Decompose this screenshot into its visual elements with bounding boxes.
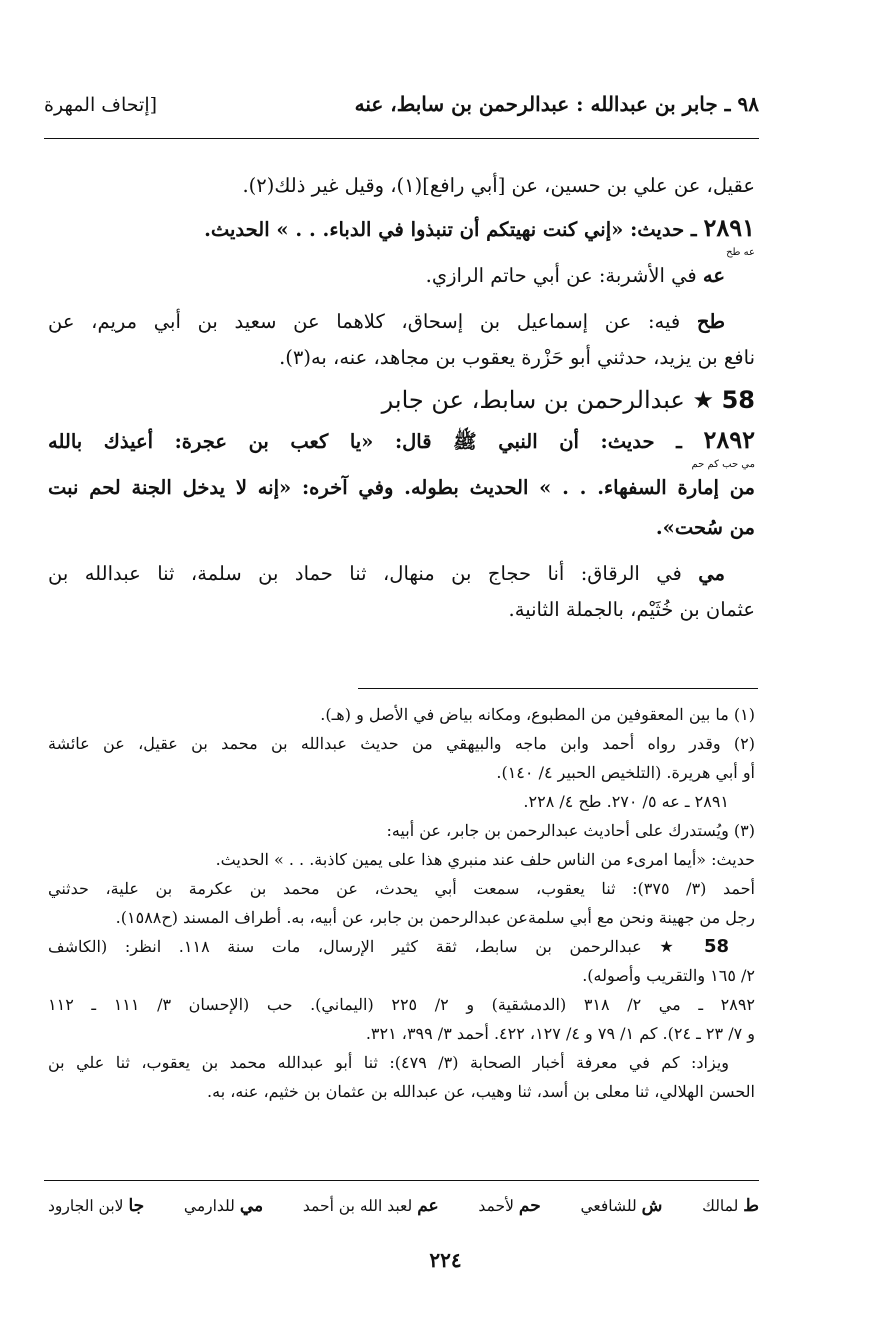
star-icon: ★ [692, 386, 714, 414]
hadith-2891 [48, 210, 755, 248]
abbr-item: ش للشافعي [580, 1196, 663, 1216]
text-line: عقيل، عن علي بن حسين، عن [أبي رافع](١)، وقيل غير ذلك(٢). [242, 174, 755, 197]
source-ah [48, 258, 755, 294]
source-mi [48, 556, 755, 592]
hadith-2892 [48, 422, 755, 460]
main-text [48, 168, 755, 628]
abbreviation-key [48, 1196, 759, 1216]
footnote-2892: ٢٨٩٢ ـ مي ٢/ ٣١٨ (الدمشقية) و ٢/ ٢٢٥ (اليماني). حب (الإحسان ٣/ ١١١ ـ ١١٢ [48, 995, 755, 1014]
source-label: مي [698, 562, 725, 585]
text-line: من سُحت». [655, 516, 755, 539]
text-line: من إمارة السفهاء. . . » الحديث بطوله. وفي آخره: «إنه لا يدخل الجنة لحم نبت [48, 476, 755, 499]
footnote-addition-cont: الحسن الهلالي، ثنا معلى بن أسد، ثنا وهيب، عن عبدالله بن عثمان بن خثيم، عنه، به. [207, 1082, 755, 1101]
section-heading [48, 378, 755, 422]
text-line: عثمان بن خُثَيْم، بالجملة الثانية. [508, 598, 755, 621]
abbr-item: مي للدارمي [183, 1196, 264, 1216]
source-th [48, 304, 755, 340]
footnotes [48, 700, 755, 1106]
source-text: في الرقاق: أنا حجاج بن منهال، ثنا حماد بن سلمة، ثنا عبدالله بن [48, 562, 699, 585]
footnote-3-cont: رجل من جهينة ونحن مع أبي سلمةعن عبدالرحمن بن جابر، عن أبيه، به. أطراف المسند (ح١٥٨٨). [115, 908, 755, 927]
footnote-58 [48, 932, 755, 961]
page-number: ٢٢٤ [429, 1248, 462, 1272]
footnote-1: (١) ما بين المعقوفين من المطبوع، ومكانه بياض في الأصل و (هـ). [320, 705, 755, 724]
hadith-number: ٢٨٩٢ [703, 425, 755, 454]
footnote-3-isnad: أحمد (٣/ ٣٧٥): ثنا يعقوب، سمعت أبي يحدث، عن محمد بن عكرمة بن علية، حدثني [48, 879, 755, 898]
abbr-item: حم لأحمد [478, 1196, 541, 1216]
hadith-text: ـ حديث: «إني كنت نهيتكم أن تنبذوا في الدباء. . . » الحديث. [204, 218, 704, 241]
hadith-text: ـ حديث: أن النبي ﷺ قال: «يا كعب بن عجرة: أعيذك بالله [48, 430, 704, 453]
running-header [44, 92, 759, 116]
footnote-addition: ويزاد: كم في معرفة أخبار الصحابة (٣/ ٤٧٩): ثنا أبو عبدالله محمد بن يعقوب، ثنا علي بن [48, 1053, 730, 1072]
abbreviation-rule [44, 1180, 759, 1181]
abbr-item: جا لابن الجارود [48, 1196, 145, 1216]
hadith-sigla: عه طح [726, 247, 755, 258]
book-title: [إتحاف المهرة [44, 94, 158, 116]
abbr-item: عم لعبد الله بن أحمد [302, 1196, 439, 1216]
text-line: نافع بن يزيد، حدثني أبو حَزْرة يعقوب بن مجاهد، عنه، به(٣). [279, 346, 755, 369]
header-rule [44, 138, 759, 139]
star-icon: ★ [659, 937, 687, 956]
abbr-item: ط لمالك [702, 1196, 759, 1216]
footnote-3: (٣) ويُستدرك على أحاديث عبدالرحمن بن جابر، عن أبيه: [386, 821, 755, 840]
source-label: طح [696, 310, 725, 333]
footnote-2: (٢) وقدر رواه أحمد وابن ماجه والبيهقي من حديث عبدالله بن محمد بن عقيل، عن عائشة [48, 734, 755, 753]
footnote-2891: ٢٨٩١ ـ عه ٥/ ٢٧٠. طح ٤/ ٢٢٨. [523, 792, 729, 811]
footnote-2892-cont: و ٧/ ٢٣ ـ ٢٤). كم ١/ ٧٩ و ٤/ ١٢٧، ٤٢٢. أحمد ٣/ ٣٩٩، ٣٢١. [365, 1024, 755, 1043]
section-number: 58 [721, 386, 755, 414]
footnote-58-number: 58 [703, 936, 729, 957]
hadith-sigla: مي حب كم حم [691, 459, 755, 470]
footnote-3-hadith: حديث: «أيما امرىء من الناس حلف عند منبري هذا على يمين كاذبة. . . » الحديث. [215, 850, 755, 869]
footnote-separator [358, 688, 758, 689]
footnote-58-cont: ٢/ ١٦٥ والتقريب وأصوله). [582, 966, 755, 985]
source-text: في الأشربة: عن أبي حاتم الرازي. [425, 264, 703, 287]
hadith-number: ٢٨٩١ [703, 213, 755, 242]
footnote-2-cont: أو أبي هريرة. (التلخيص الحبير ٤/ ١٤٠). [496, 763, 755, 782]
section-title: عبدالرحمن بن سابط، عن جابر [381, 386, 685, 414]
chapter-heading: ٩٨ ـ جابر بن عبدالله : عبدالرحمن بن سابط، عنه [354, 92, 759, 116]
footnote-58-text: عبدالرحمن بن سابط، ثقة كثير الإرسال، مات سنة ١١٨. انظر: (الكاشف [48, 937, 660, 956]
source-label: عه [702, 264, 725, 287]
source-text: فيه: عن إسماعيل بن إسحاق، كلاهما عن سعيد بن أبي مريم، عن [48, 310, 697, 333]
